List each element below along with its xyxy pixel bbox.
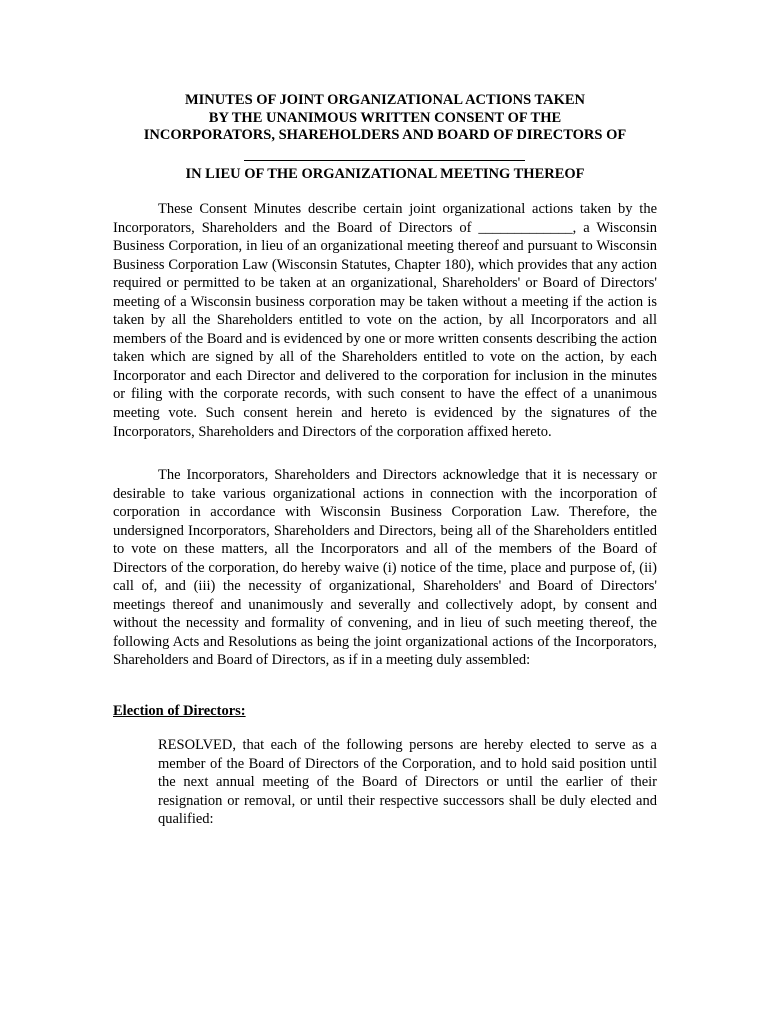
- title-line-1: MINUTES OF JOINT ORGANIZATIONAL ACTIONS TAKEN: [184, 92, 586, 108]
- title-line-3: INCORPORATORS, SHAREHOLDERS AND BOARD OF DIRECTORS OF: [143, 127, 627, 143]
- section-heading-election-of-directors: Election of Directors:: [113, 703, 246, 719]
- document-title: [100, 92, 670, 145]
- resolution-paragraph: RESOLVED, that each of the following persons are hereby elected to serve as a member of the Board of Directors of the Corporation, and to hold said position until the next annual meeting of the Board of Directors or until the earlier of their resignation or removal, or until their respective successors shall be duly elected and qualified:: [158, 737, 657, 828]
- title-line-2: BY THE UNANIMOUS WRITTEN CONSENT OF THE: [208, 109, 562, 126]
- consent-paragraph: These Consent Minutes describe certain joint organizational actions taken by the Incorporators, Shareholders and the Board of Directors of _____________, a Wisconsin Business Corporation, in lieu of an organizational meeting thereof and pursuant to Wisconsin Business Corporation Law (Wisconsin Statutes, Chapter 180), which provides that any action required or permitted to be taken at an organizational, Shareholders' or Board of Directors' meeting of a Wisconsin business corporation may be taken without a meeting if the action is taken by all the Shareholders entitled to vote on the action, by all Incorporators and all members of the Board and is evidenced by one or more written consents describing the action taken which are signed by all of the Shareholders entitled to vote on the action, by each Incorporator and each Director and delivered to the corporation for inclusion in the minutes or filing with the corporate records, with such consent to have the effect of a unanimous meeting vote. Such consent herein and hereto is evidenced by the signatures of the Incorporators, Shareholders and Directors of the corporation affixed hereto.: [113, 201, 657, 440]
- company-name-blank-line: [244, 146, 525, 161]
- document-subtitle: IN LIEU OF THE ORGANIZATIONAL MEETING THEREOF: [185, 166, 585, 182]
- acknowledgement-paragraph: The Incorporators, Shareholders and Directors acknowledge that it is necessary or desirable to take various organizational actions in connection with the incorporation of corporation in accordance with Wisconsin Business Corporation Law. Therefore, the undersigned Incorporators, Shareholders and Directors, being all of the Shareholders entitled to vote on these matters, all the Incorporators and all of the members of the Board of Directors of the corporation, do hereby waive (i) notice of the time, place and purpose of, (ii) call of, and (iii) the necessity of organizational, Shareholders' and Board of Directors' meetings thereof and unanimously and severally and collectively adopt, by consent and without the necessity and formality of convening, and in lieu of such meeting thereof, the following Acts and Resolutions as being the joint organizational actions of the Incorporators, Shareholders and Board of Directors, as if in a meeting duly assembled:: [113, 467, 657, 669]
